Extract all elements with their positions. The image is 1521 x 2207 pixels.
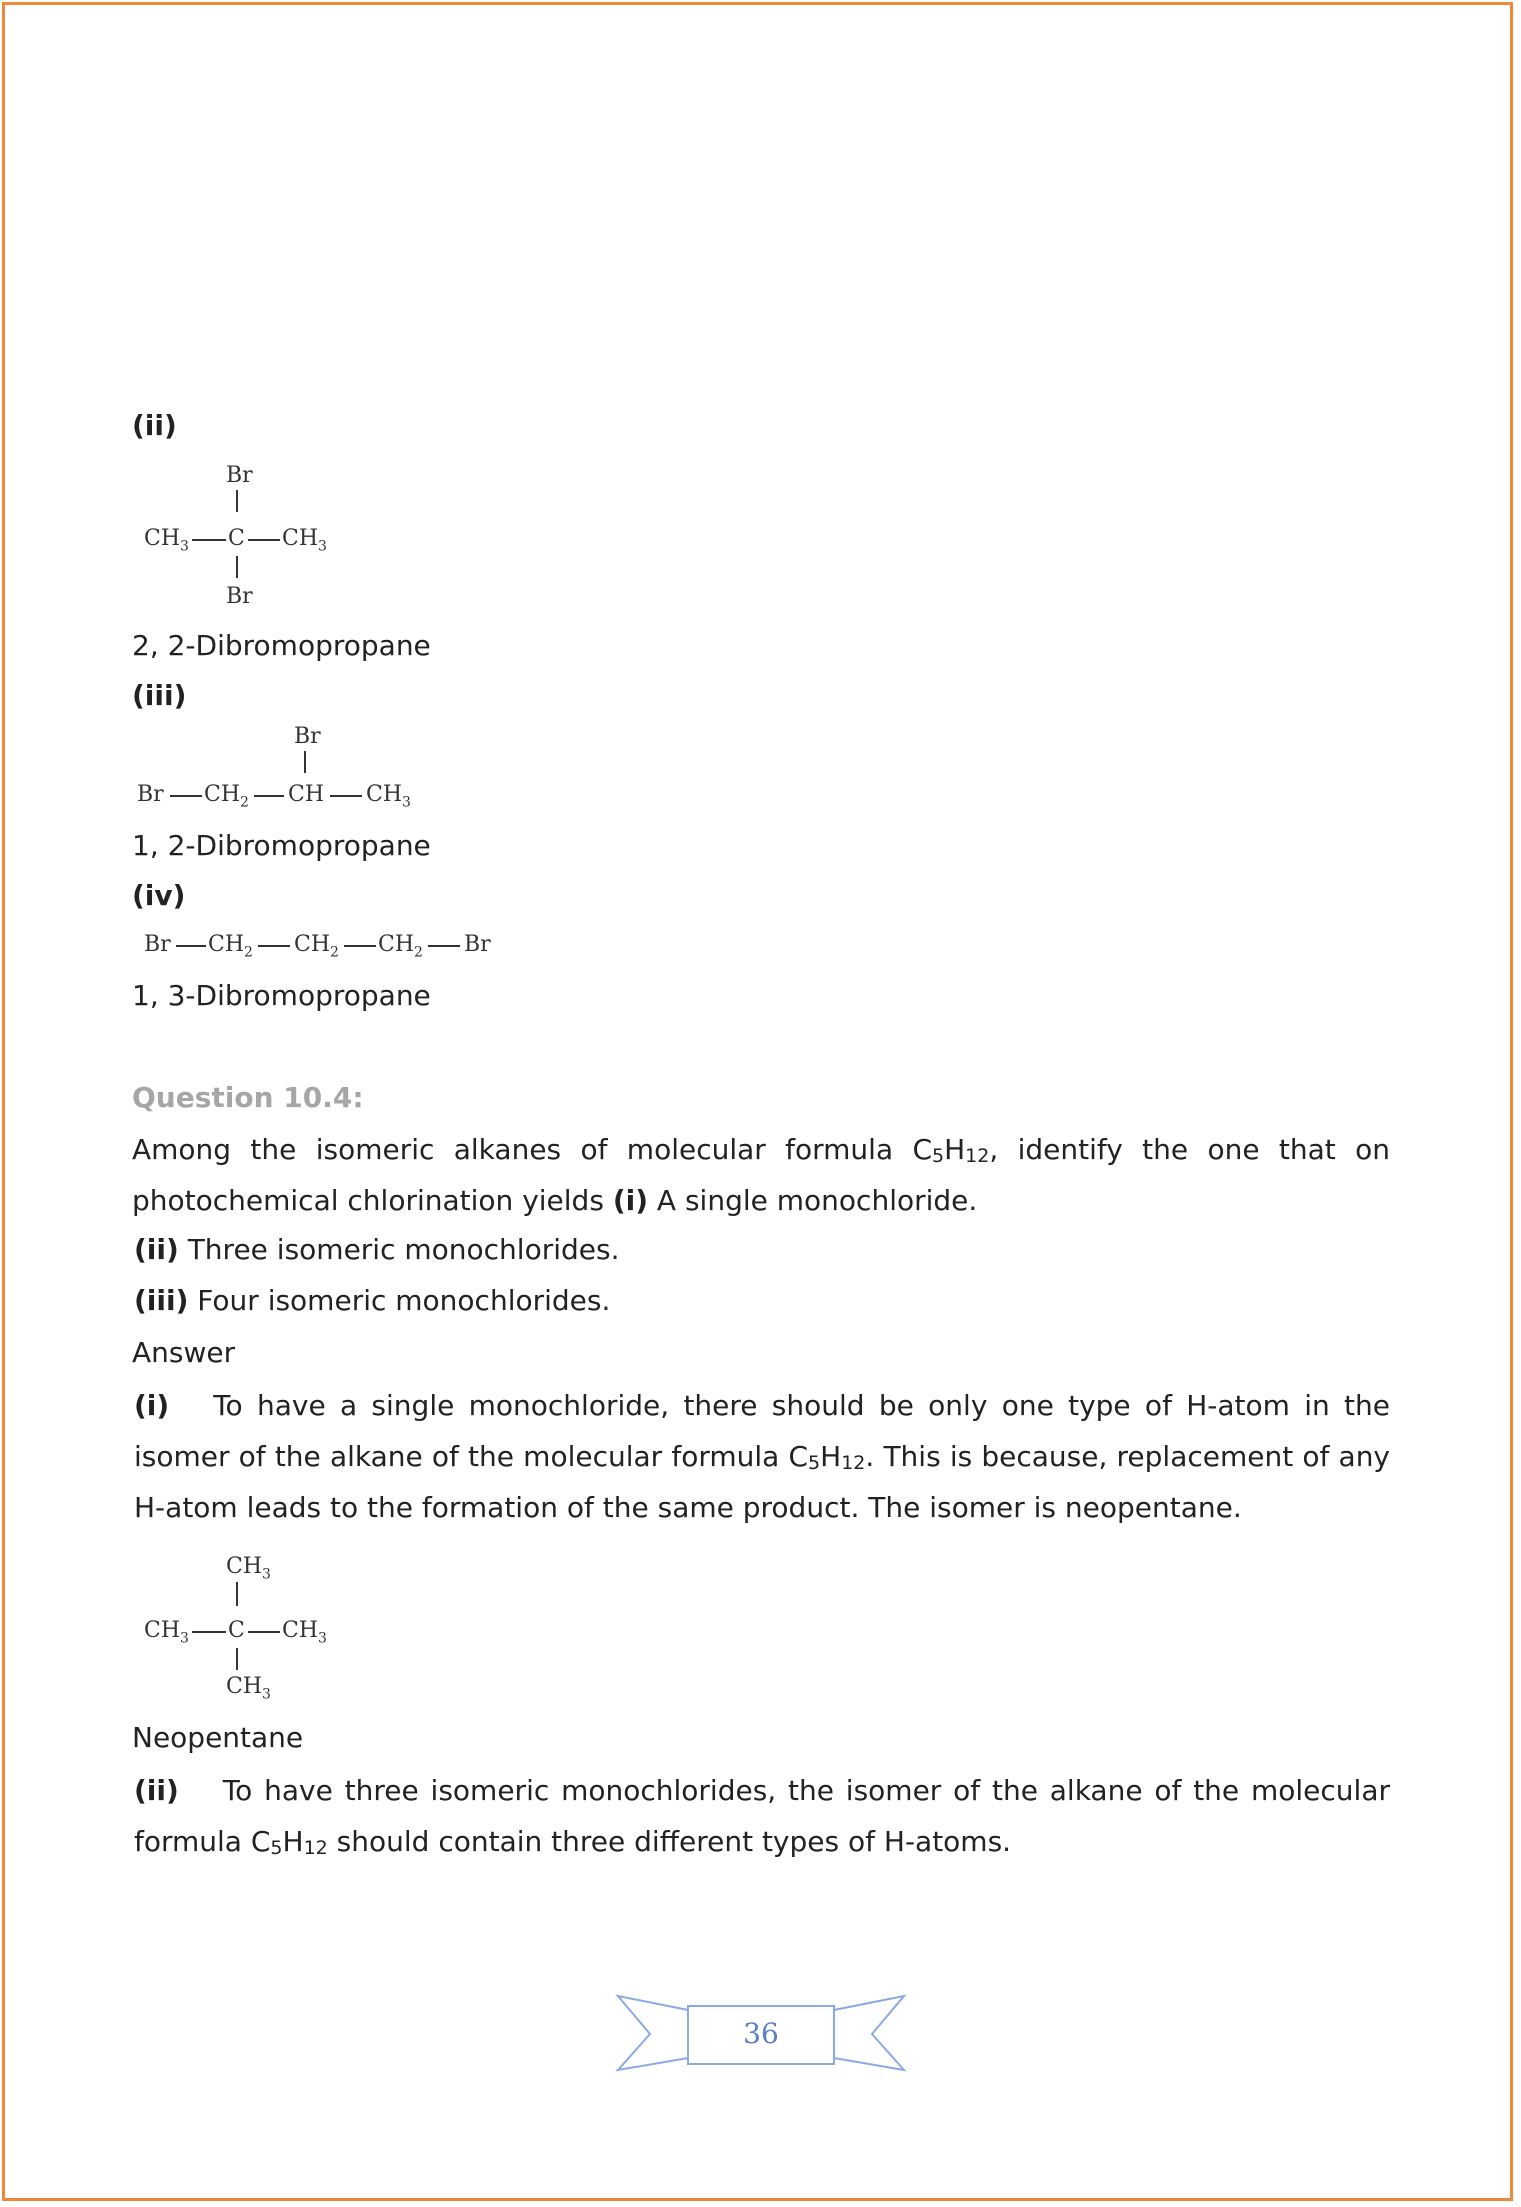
question-line-2: photochemical chlorination yields (i) A single monochloride. (132, 1184, 978, 1217)
item-ii-name: 2, 2-Dibromopropane (132, 629, 431, 662)
answer-label: Answer (132, 1336, 236, 1369)
bond (248, 1631, 280, 1633)
bond (344, 945, 376, 947)
question-part-iii: (iii) Four isomeric monochlorides. (134, 1284, 611, 1317)
answer-i-line-2: isomer of the alkane of the molecular formula C5H12. This is because, replacement of any (134, 1440, 1391, 1474)
neopentane-label: Neopentane (132, 1721, 304, 1754)
question-line-1: Among the isomeric alkanes of molecular formula C5H12, identify the one that on (132, 1133, 1390, 1167)
atom-ch2: $CH_2$ (204, 782, 249, 811)
page-number: 36 (743, 2017, 779, 2050)
atom-ch3: $CH_3$ (366, 782, 411, 811)
atom-ch3-right: $CH_3$ (282, 1618, 327, 1647)
atom-br-bottom: Br (226, 584, 253, 609)
question-title: Question 10.4: (132, 1081, 364, 1114)
item-iv-label: (iv) (132, 879, 186, 912)
question-part-ii: (ii) Three isomeric monochlorides. (134, 1233, 620, 1266)
bond (330, 795, 362, 797)
atom-br-right: Br (464, 932, 491, 957)
answer-i-line-1: (i) To have a single monochloride, there should be only one type of H-atom in the (134, 1389, 1390, 1422)
atom-ch3-right: $CH_3$ (282, 526, 327, 555)
bond (192, 1631, 226, 1633)
item-iii-name: 1, 2-Dibromopropane (132, 829, 431, 862)
bond (236, 490, 238, 512)
bond (428, 945, 460, 947)
atom-c: C (228, 1618, 245, 1643)
atom-ch2: $CH_2$ (294, 932, 339, 961)
page-number-ribbon (610, 1988, 912, 2078)
answer-i-line-3: H-atom leads to the formation of the same product. The isomer is neopentane. (134, 1491, 1242, 1524)
atom-br: Br (137, 782, 164, 807)
bond (192, 539, 226, 541)
atom-ch3-left: $CH_3$ (144, 1618, 189, 1647)
item-ii-label: (ii) (132, 409, 177, 442)
atom-ch2: $CH_2$ (378, 932, 423, 961)
bond (236, 1582, 238, 1606)
item-iii-label: (iii) (132, 679, 187, 712)
atom-c: C (228, 526, 245, 551)
atom-ch3-bottom: $CH_3$ (226, 1674, 271, 1703)
atom-br-left: Br (144, 932, 171, 957)
atom-ch: CH (288, 782, 325, 807)
bond (304, 751, 306, 773)
bond (248, 539, 280, 541)
bond (258, 945, 290, 947)
bond (236, 556, 238, 578)
answer-ii-line-2: formula C5H12 should contain three different types of H-atoms. (134, 1825, 1012, 1859)
bond (236, 1648, 238, 1670)
bond (254, 795, 284, 797)
item-iv-name: 1, 3-Dibromopropane (132, 979, 431, 1012)
atom-ch2: $CH_2$ (208, 932, 253, 961)
atom-ch3-top: $CH_3$ (226, 1554, 271, 1583)
atom-br-top: Br (294, 724, 321, 749)
bond (170, 795, 202, 797)
answer-ii-line-1: (ii) To have three isomeric monochlorides, the isomer of the alkane of the molecular (134, 1774, 1390, 1807)
atom-br-top: Br (226, 463, 253, 488)
atom-ch3-left: $CH_3$ (144, 526, 189, 555)
bond (176, 945, 206, 947)
